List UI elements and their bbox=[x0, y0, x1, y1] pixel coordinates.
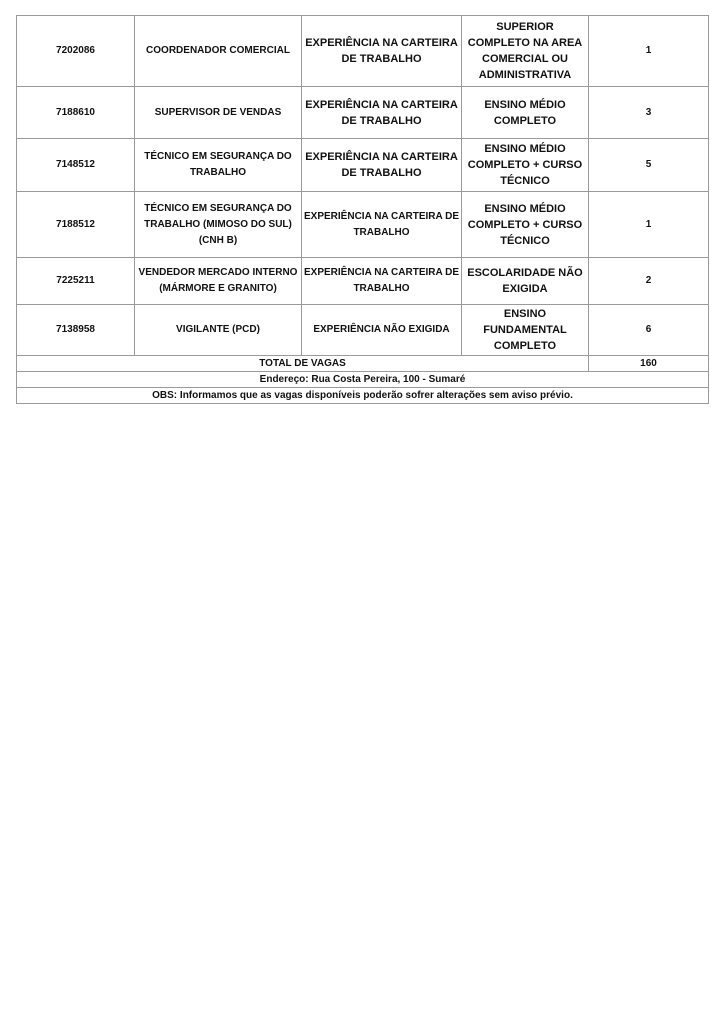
job-requirement: EXPERIÊNCIA NA CARTEIRA DE TRABALHO bbox=[302, 139, 462, 192]
address-row bbox=[17, 372, 709, 388]
table-row bbox=[17, 139, 709, 192]
obs-text: OBS: Informamos que as vagas disponíveis poderão sofrer alterações sem aviso prévio. bbox=[17, 388, 709, 404]
job-title: SUPERVISOR DE VENDAS bbox=[135, 87, 302, 139]
table-row bbox=[17, 305, 709, 356]
total-value: 160 bbox=[589, 356, 709, 372]
job-education: ENSINO MÉDIO COMPLETO + CURSO TÉCNICO bbox=[462, 192, 589, 258]
job-quantity: 3 bbox=[589, 87, 709, 139]
job-code: 7138958 bbox=[17, 305, 135, 356]
job-education: ENSINO FUNDAMENTAL COMPLETO bbox=[462, 305, 589, 356]
job-education: ENSINO MÉDIO COMPLETO bbox=[462, 87, 589, 139]
job-quantity: 1 bbox=[589, 192, 709, 258]
table-row bbox=[17, 16, 709, 87]
job-education: ENSINO MÉDIO COMPLETO + CURSO TÉCNICO bbox=[462, 139, 589, 192]
obs-row bbox=[17, 388, 709, 404]
job-vacancies-table bbox=[16, 15, 709, 404]
table-row bbox=[17, 87, 709, 139]
job-quantity: 5 bbox=[589, 139, 709, 192]
total-label: TOTAL DE VAGAS bbox=[17, 356, 589, 372]
job-title: TÉCNICO EM SEGURANÇA DO TRABALHO bbox=[135, 139, 302, 192]
job-quantity: 6 bbox=[589, 305, 709, 356]
job-title: VENDEDOR MERCADO INTERNO (MÁRMORE E GRANITO) bbox=[135, 258, 302, 305]
job-quantity: 1 bbox=[589, 16, 709, 87]
job-requirement: EXPERIÊNCIA NA CARTEIRA DE TRABALHO bbox=[302, 16, 462, 87]
total-row bbox=[17, 356, 709, 372]
job-code: 7148512 bbox=[17, 139, 135, 192]
job-title: COORDENADOR COMERCIAL bbox=[135, 16, 302, 87]
job-education: ESCOLARIDADE NÃO EXIGIDA bbox=[462, 258, 589, 305]
job-education: SUPERIOR COMPLETO NA AREA COMERCIAL OU ADMINISTRATIVA bbox=[462, 16, 589, 87]
table-row bbox=[17, 192, 709, 258]
job-code: 7188512 bbox=[17, 192, 135, 258]
address-text: Endereço: Rua Costa Pereira, 100 - Sumaré bbox=[17, 372, 709, 388]
job-requirement: EXPERIÊNCIA NA CARTEIRA DE TRABALHO bbox=[302, 192, 462, 258]
job-title: VIGILANTE (PCD) bbox=[135, 305, 302, 356]
job-requirement: EXPERIÊNCIA NA CARTEIRA DE TRABALHO bbox=[302, 258, 462, 305]
job-title: TÉCNICO EM SEGURANÇA DO TRABALHO (MIMOSO DO SUL) (CNH B) bbox=[135, 192, 302, 258]
job-code: 7188610 bbox=[17, 87, 135, 139]
job-code: 7202086 bbox=[17, 16, 135, 87]
table-row bbox=[17, 258, 709, 305]
job-requirement: EXPERIÊNCIA NÃO EXIGIDA bbox=[302, 305, 462, 356]
job-code: 7225211 bbox=[17, 258, 135, 305]
job-quantity: 2 bbox=[589, 258, 709, 305]
job-requirement: EXPERIÊNCIA NA CARTEIRA DE TRABALHO bbox=[302, 87, 462, 139]
